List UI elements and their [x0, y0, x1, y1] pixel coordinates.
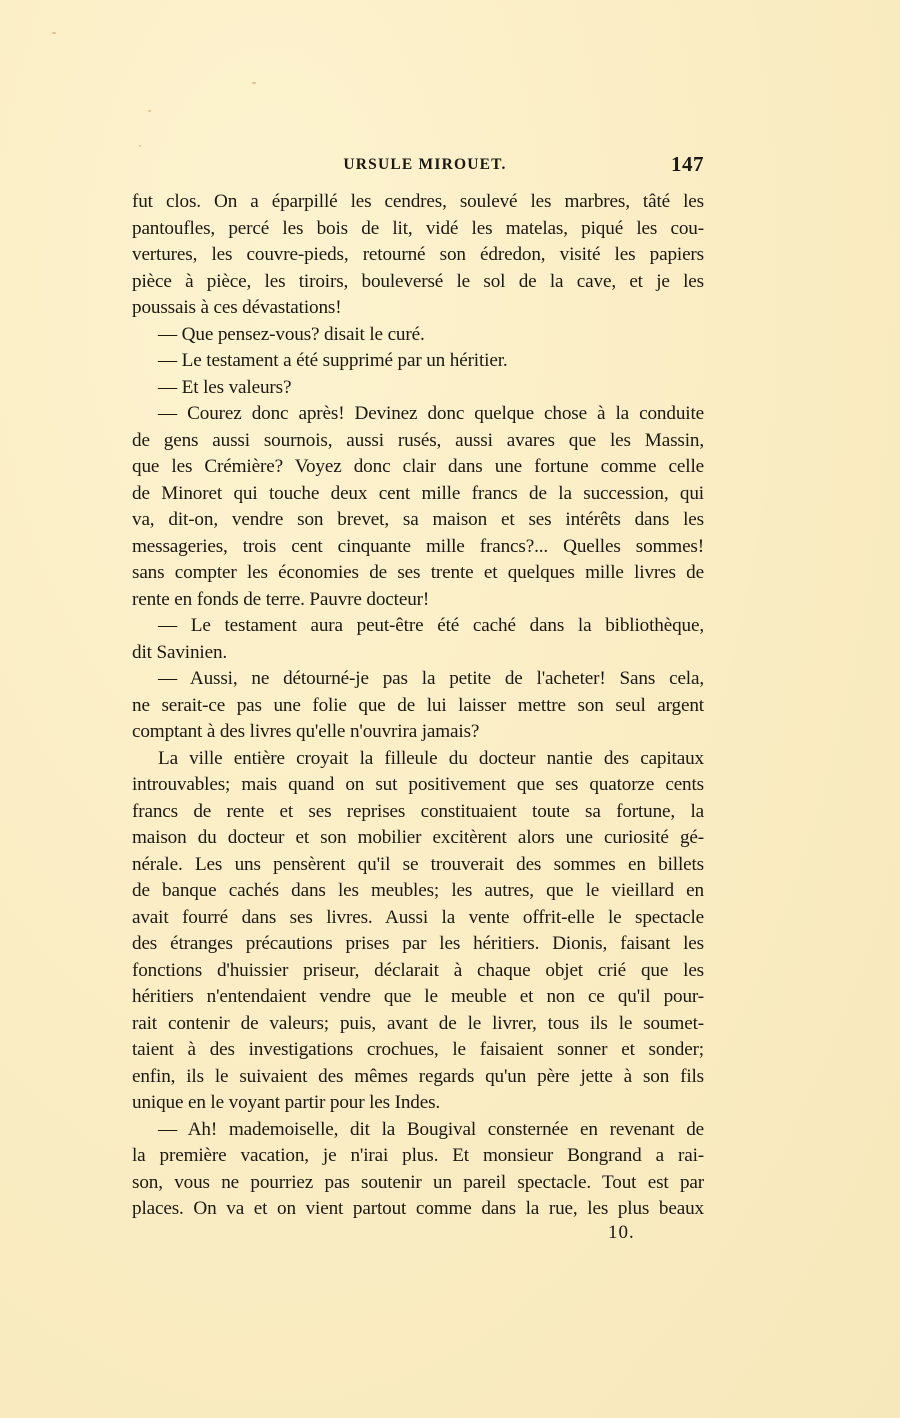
text-line: La ville entière croyait la filleule du docteur nantie des capitaux: [158, 747, 704, 769]
paper-speck: [52, 32, 56, 34]
text-line: de Minoret qui touche deux cent mille francs de la succession, qui: [132, 482, 704, 504]
text-line: introuvables; mais quand on sut positivement que ses quatorze cents: [132, 774, 704, 795]
body-text: [132, 189, 704, 1223]
text-line: héritiers n'entendaient vendre que le meuble et non ce qu'il pour-: [132, 986, 704, 1007]
text-line: vertures, les couvre-pieds, retourné son édredon, visité les papiers: [132, 244, 704, 265]
text-line: va, dit-on, vendre son brevet, sa maison et ses intérêts dans les: [132, 509, 704, 530]
text-line: nérale. Les uns pensèrent qu'il se trouverait des sommes en billets: [132, 853, 704, 875]
book-page: [132, 152, 704, 1223]
text-line: fut clos. On a éparpillé les cendres, soulevé les marbres, tâté les: [132, 191, 704, 212]
text-line: de gens aussi sournois, aussi rusés, aussi avares que les Massin,: [132, 429, 704, 451]
text-line: — Aussi, ne détourné-je pas la petite de l'acheter! Sans cela,: [158, 668, 704, 689]
text-line: que les Crémière? Voyez donc clair dans une fortune comme celle: [132, 456, 704, 477]
page-number: 147: [671, 152, 704, 176]
text-line: poussais à ces dévastations!: [132, 297, 342, 318]
text-line: pièce à pièce, les tiroirs, bouleversé le sol de la cave, et je les: [132, 270, 704, 292]
text-line: la première vacation, je n'irai plus. Et monsieur Bongrand a rai-: [132, 1145, 704, 1166]
paper-speck: [252, 82, 256, 84]
text-line: avait fourré dans ses livres. Aussi la vente offrit-elle le spectacle: [132, 906, 704, 928]
signature-mark: 10.: [608, 1222, 635, 1243]
text-line: unique en le voyant partir pour les Indes.: [132, 1092, 441, 1113]
text-line: — Que pensez-vous? disait le curé.: [158, 323, 425, 345]
text-line: taient à des investigations crochues, le faisaient sonner et sonder;: [132, 1039, 704, 1060]
text-line: ne serait-ce pas une folie que de lui laisser mettre son seul argent: [132, 694, 704, 716]
paper-speck: [139, 145, 141, 147]
text-line: enfin, ils le suivaient des mêmes regards qu'un père jette à son fils: [132, 1065, 704, 1087]
text-line: comptant à des livres qu'elle n'ouvrira jamais?: [132, 721, 480, 742]
text-line: — Courez donc après! Devinez donc quelque chose à la conduite: [158, 403, 704, 424]
text-line: francs de rente et ses reprises constituaient toute sa fortune, la: [132, 800, 704, 822]
running-head: [132, 152, 704, 180]
text-line: sans compter les économies de ses trente et quelques mille livres de: [132, 562, 704, 583]
text-line: fonctions d'huissier priseur, déclarait à chaque objet crié que les: [132, 959, 704, 981]
text-line: maison du docteur et son mobilier excitèrent alors une curiosité gé-: [132, 827, 704, 848]
text-line: — Et les valeurs?: [158, 376, 292, 398]
text-line: rait contenir de valeurs; puis, avant de le livrer, tous ils le soumet-: [132, 1012, 704, 1034]
text-line: des étranges précautions prises par les héritiers. Dionis, faisant les: [132, 933, 704, 954]
text-line: messageries, trois cent cinquante mille francs?... Quelles sommes!: [132, 535, 704, 557]
text-line: places. On va et on vient partout comme dans la rue, les plus beaux: [132, 1198, 704, 1219]
text-line: — Ah! mademoiselle, dit la Bougival consternée en revenant de: [158, 1118, 704, 1140]
text-line: de banque cachés dans les meubles; les autres, que le vieillard en: [132, 880, 704, 901]
text-line: rente en fonds de terre. Pauvre docteur!: [132, 588, 430, 610]
running-title: URSULE MIROUET.: [343, 156, 507, 173]
text-line: — Le testament aura peut-être été caché dans la bibliothèque,: [158, 615, 704, 636]
text-line: son, vous ne pourriez pas soutenir un pareil spectacle. Tout est par: [132, 1171, 704, 1193]
paper-speck: [148, 110, 151, 112]
text-line: — Le testament a été supprimé par un héritier.: [158, 350, 508, 371]
text-line: pantoufles, percé les bois de lit, vidé les matelas, piqué les cou-: [132, 217, 704, 239]
text-line: dit Savinien.: [132, 641, 228, 663]
